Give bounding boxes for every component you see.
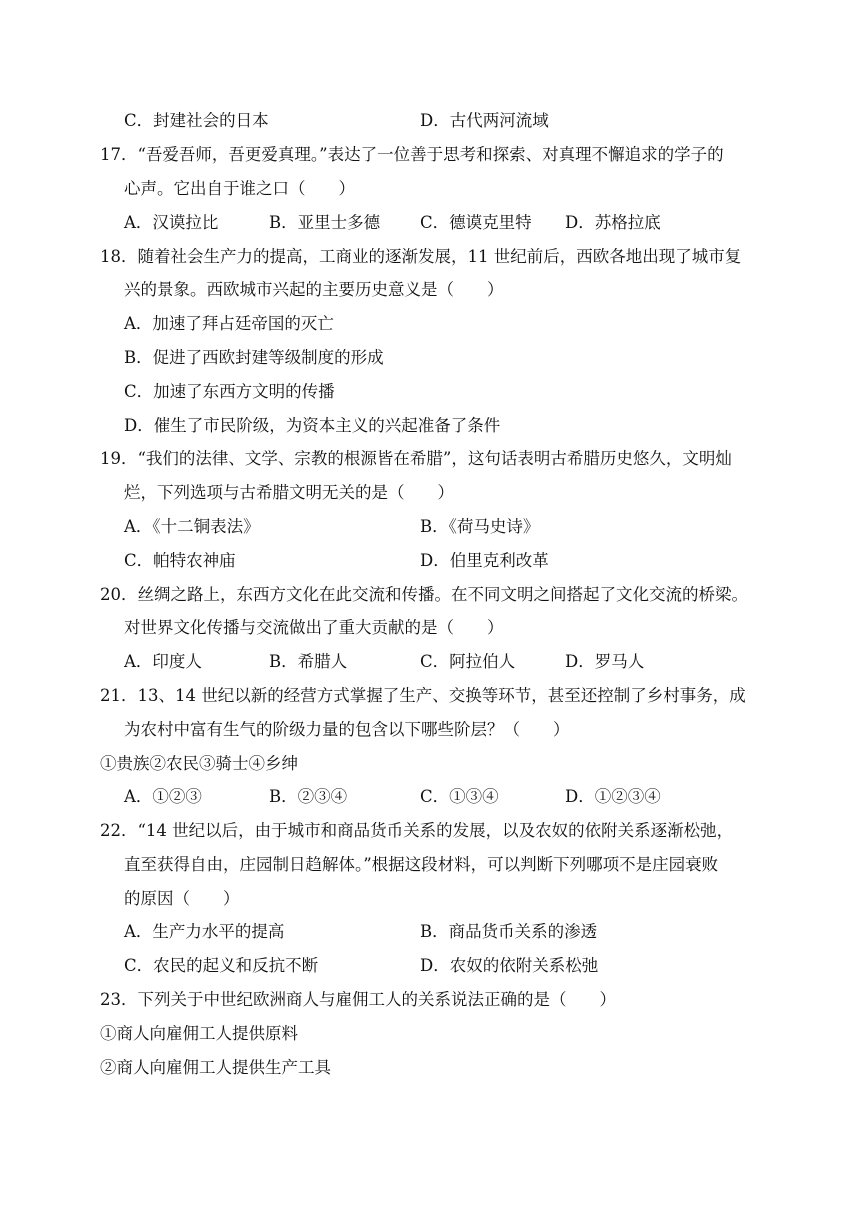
q23-item-1: ①商人向雇佣工人提供原料 [100,1024,298,1043]
q20-option-b: B．希腊人 [269,652,348,671]
q20-option-a: A．印度人 [124,652,202,671]
q23-stem-line-1: 23．下列关于中世纪欧洲商人与雇佣工人的关系说法正确的是（ ） [100,990,616,1009]
q18-stem-line-1: 18．随着社会生产力的提高，工商业的逐渐发展，11 世纪前后，西欧各地出现了城市复 [100,247,742,266]
q20-stem-line-2: 对世界文化传播与交流做出了重大贡献的是（ ） [124,618,504,637]
q17-option-b: B．亚里士多德 [269,213,381,232]
q17-option-c: C．德谟克里特 [420,213,532,232]
q23-item-2: ②商人向雇佣工人提供生产工具 [100,1058,331,1077]
q21-option-b: B．②③④ [269,787,348,806]
q18-option-b: B．促进了西欧封建等级制度的形成 [124,348,384,367]
q21-option-a: A．①②③ [124,787,202,806]
q21-stem-line-2: 为农村中富有生气的阶级力量的包含以下哪些阶层？（ ） [124,720,570,739]
q19-option-c: C．帕特农神庙 [124,551,236,570]
q22-stem-line-2: 直至获得自由，庄园制日趋解体。”根据这段材料，可以判断下列哪项不是庄园衰败 [124,855,719,874]
q20-option-c: C．阿拉伯人 [420,652,516,671]
q17-stem-line-2: 心声。它出自于谁之口（ ） [124,179,355,198]
q20-stem-line-1: 20．丝绸之路上，东西方文化在此交流和传播。在不同文明之间搭起了文化交流的桥梁。 [100,585,748,604]
q18-stem-line-2: 兴的景象。西欧城市兴起的主要历史意义是（ ） [124,280,504,299]
q18-option-a: A．加速了拜占廷帝国的灭亡 [124,314,334,333]
q22-option-c: C．农民的起义和反抗不断 [124,956,319,975]
q22-option-a: A．生产力水平的提高 [124,922,285,941]
q21-option-d: D．①②③④ [565,787,661,806]
q21-stem-line-1: 21．13、14 世纪以新的经营方式掌握了生产、交换等环节，甚至还控制了乡村事务，成 [100,686,746,705]
q17-option-d: D．苏格拉底 [565,213,661,232]
q18-option-d: D．催生了市民阶级，为资本主义的兴起准备了条件 [124,416,501,435]
q16-option-d: D．古代两河流域 [420,111,549,130]
q22-stem-line-3: 的原因（ ） [124,889,240,908]
q22-option-d: D．农奴的依附关系松弛 [420,956,599,975]
q18-option-c: C．加速了东西方文明的传播 [124,382,335,401]
q17-stem-line-1: 17．“吾爱吾师，吾更爱真理。”表达了一位善于思考和探索、对真理不懈追求的学子的 [100,145,724,164]
q19-stem-line-1: 19．“我们的法律、文学、宗教的根源皆在希腊”，这句话表明古希腊历史悠久，文明灿 [100,449,732,468]
q17-option-a: A．汉谟拉比 [124,213,219,232]
q22-stem-line-1: 22．“14 世纪以后，由于城市和商品货币关系的发展，以及农奴的依附关系逐渐松弛， [100,821,734,840]
q22-option-b: B．商品货币关系的渗透 [420,922,598,941]
q19-option-d: D．伯里克利改革 [420,551,549,570]
q20-option-d: D．罗马人 [565,652,645,671]
q19-option-b: B．《荷马史诗》 [420,517,540,536]
q21-option-c: C．①③④ [420,787,499,806]
q16-option-c: C．封建社会的日本 [124,111,269,130]
q19-option-a: A．《十二铜表法》 [124,517,260,536]
q21-items: ①贵族②农民③骑士④乡绅 [100,754,298,773]
q19-stem-line-2: 烂，下列选项与古希腊文明无关的是（ ） [124,483,454,502]
